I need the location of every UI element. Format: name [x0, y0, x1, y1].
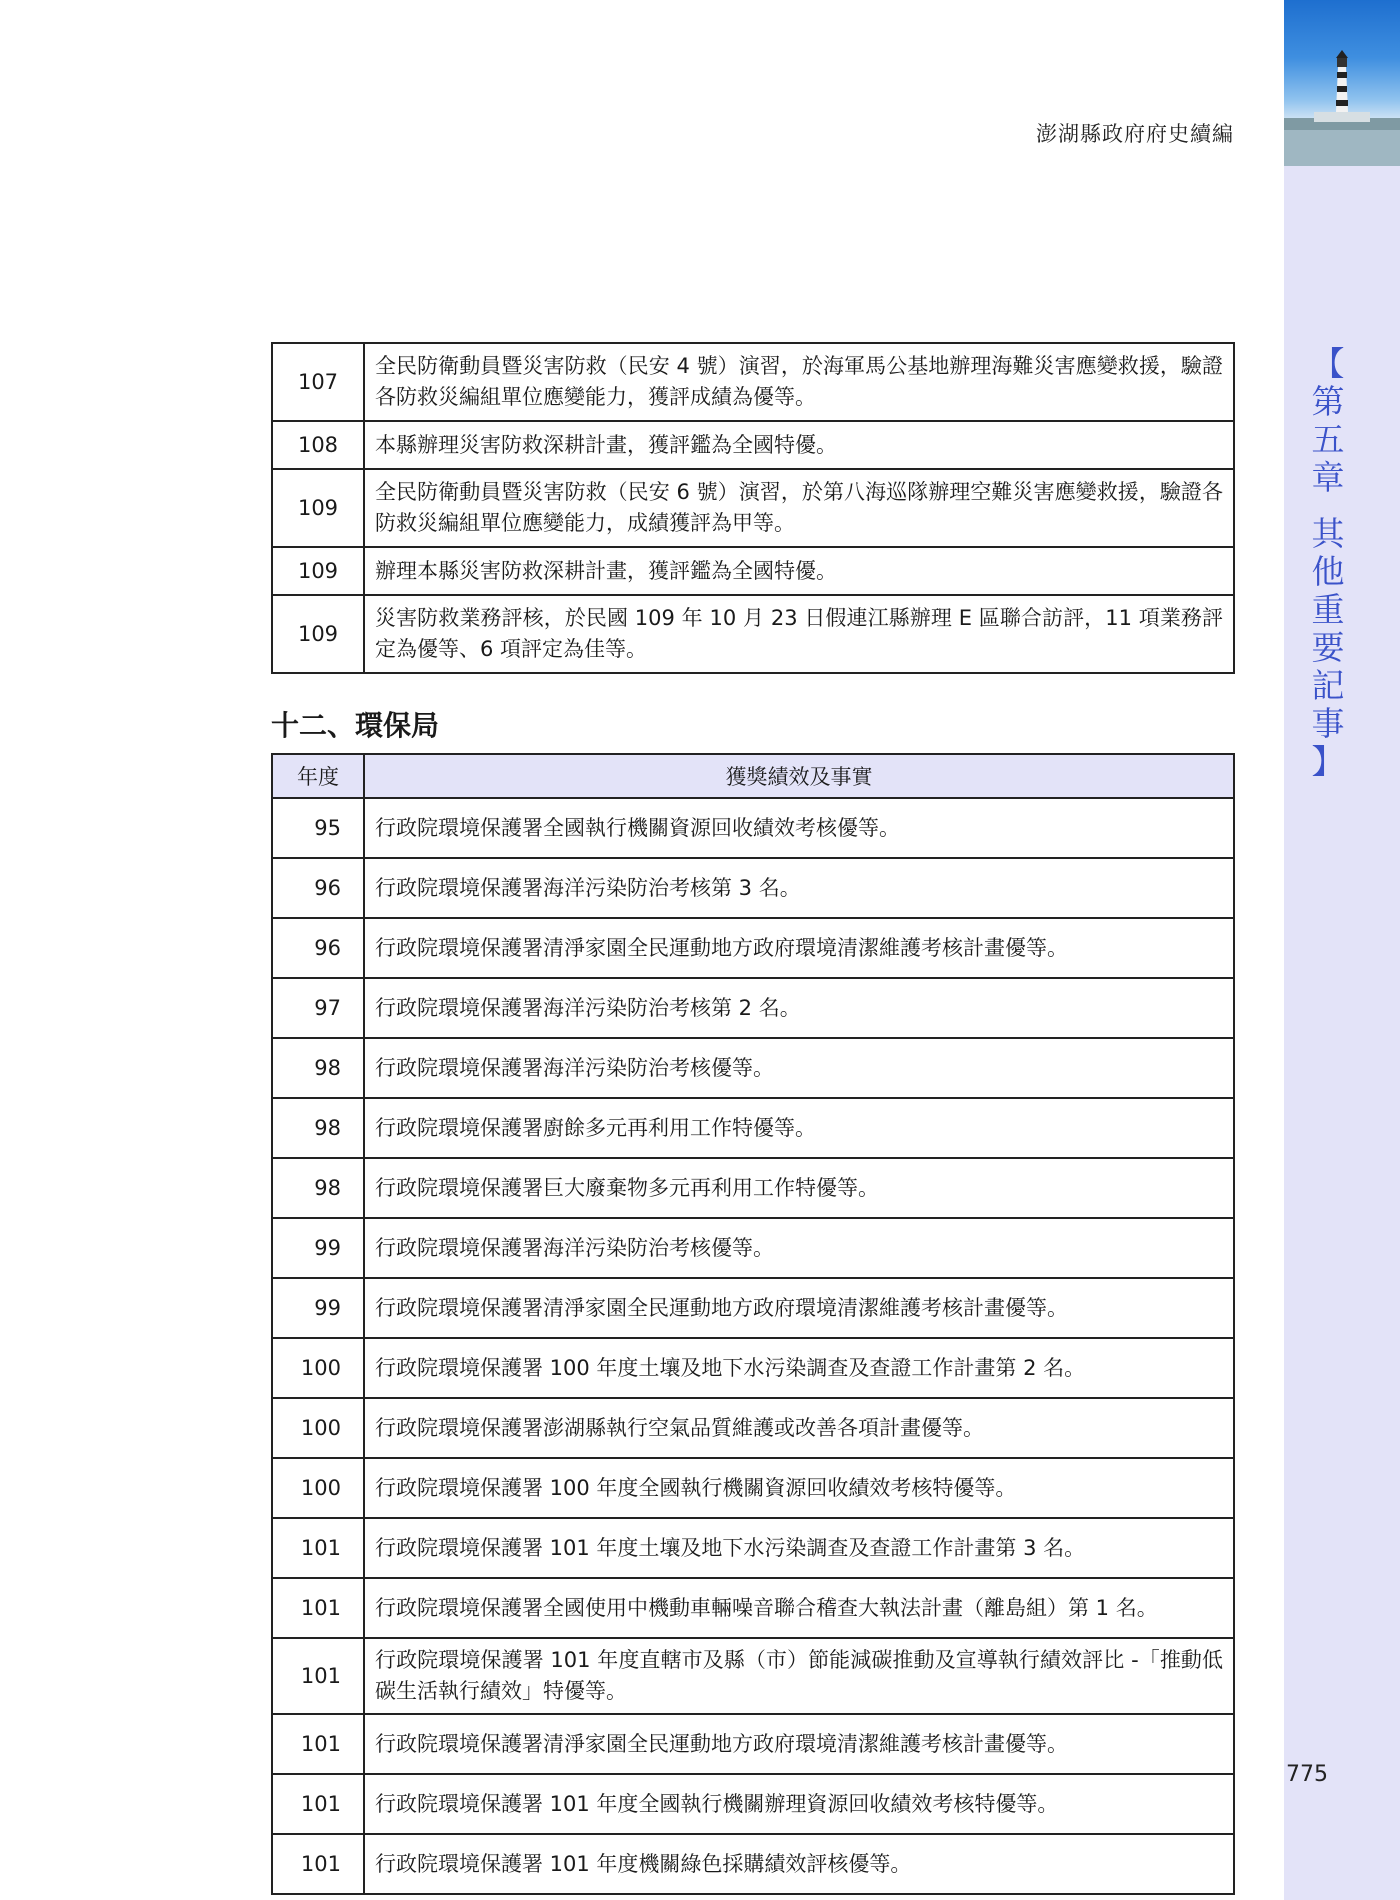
year-cell: 96 [272, 918, 364, 978]
award-text-cell: 行政院環境保護署清淨家園全民運動地方政府環境清潔維護考核計畫優等。 [364, 1278, 1234, 1338]
year-cell: 101 [272, 1578, 364, 1638]
table-row [272, 1638, 1234, 1714]
chapter-tab [1306, 345, 1350, 781]
award-text-cell: 行政院環境保護署海洋污染防治考核第 2 名。 [364, 978, 1234, 1038]
chapter-tab-char: 】 [1311, 742, 1345, 781]
table-header-row [272, 754, 1234, 798]
award-text-cell: 行政院環境保護署海洋污染防治考核優等。 [364, 1218, 1234, 1278]
table-row [272, 1218, 1234, 1278]
table-row [272, 469, 1234, 547]
table-row [272, 1398, 1234, 1458]
epb-award-table [271, 753, 1235, 1895]
award-text-cell: 行政院環境保護署清淨家園全民運動地方政府環境清潔維護考核計畫優等。 [364, 1714, 1234, 1774]
table-row [272, 1098, 1234, 1158]
year-cell: 98 [272, 1098, 364, 1158]
chapter-tab-char: 【 [1311, 344, 1345, 383]
award-text-cell: 行政院環境保護署 101 年度全國執行機關辦理資源回收績效考核特優等。 [364, 1774, 1234, 1834]
table-row [272, 1578, 1234, 1638]
table-row [272, 1038, 1234, 1098]
lighthouse-icon [1284, 0, 1400, 166]
table-row [272, 595, 1234, 673]
award-text-cell: 行政院環境保護署 101 年度土壤及地下水污染調查及查證工作計畫第 3 名。 [364, 1518, 1234, 1578]
table-row [272, 1714, 1234, 1774]
table-row [272, 1518, 1234, 1578]
chapter-tab-char: 第 [1311, 382, 1345, 421]
chapter-tab-char: 五 [1311, 420, 1345, 459]
running-header-title: 澎湖縣政府府史續編 [1036, 122, 1234, 146]
chapter-tab-char: 其 [1311, 514, 1345, 553]
year-cell: 101 [272, 1834, 364, 1894]
year-cell: 95 [272, 798, 364, 858]
table-row [272, 978, 1234, 1038]
award-text-cell: 行政院環境保護署澎湖縣執行空氣品質維護或改善各項計畫優等。 [364, 1398, 1234, 1458]
year-cell: 99 [272, 1278, 364, 1338]
table-row [272, 858, 1234, 918]
award-text-cell: 行政院環境保護署廚餘多元再利用工作特優等。 [364, 1098, 1234, 1158]
chapter-tab-char: 重 [1311, 590, 1345, 629]
year-cell: 100 [272, 1458, 364, 1518]
table-row [272, 1458, 1234, 1518]
chapter-tab-char [1306, 497, 1350, 515]
disaster-award-table [271, 342, 1235, 674]
year-cell: 108 [272, 421, 364, 469]
award-text-cell: 行政院環境保護署全國使用中機動車輛噪音聯合稽查大執法計畫（離島組）第 1 名。 [364, 1578, 1234, 1638]
table-row [272, 1278, 1234, 1338]
table-row [272, 1158, 1234, 1218]
year-cell: 98 [272, 1038, 364, 1098]
table-row [272, 547, 1234, 595]
year-cell: 101 [272, 1638, 364, 1714]
year-cell: 100 [272, 1338, 364, 1398]
award-text-cell: 行政院環境保護署 101 年度機關綠色採購績效評核優等。 [364, 1834, 1234, 1894]
award-text-cell: 行政院環境保護署 100 年度全國執行機關資源回收績效考核特優等。 [364, 1458, 1234, 1518]
year-cell: 101 [272, 1774, 364, 1834]
side-band [1284, 0, 1400, 1900]
chapter-tab-char: 他 [1311, 552, 1345, 591]
year-cell: 101 [272, 1714, 364, 1774]
table-row [272, 918, 1234, 978]
page-number: 775 [1286, 1762, 1328, 1787]
award-text-cell: 行政院環境保護署 101 年度直轄市及縣（市）節能減碳推動及宣導執行績效評比 -「推動低碳生活執行績效」特優等。 [364, 1638, 1234, 1714]
year-cell: 97 [272, 978, 364, 1038]
award-text-cell: 災害防救業務評核，於民國 109 年 10 月 23 日假連江縣辦理 E 區聯合訪評，11 項業務評定為優等、6 項評定為佳等。 [364, 595, 1234, 673]
award-text-cell: 辦理本縣災害防救深耕計畫，獲評鑑為全國特優。 [364, 547, 1234, 595]
award-text-cell: 行政院環境保護署海洋污染防治考核第 3 名。 [364, 858, 1234, 918]
table-row [272, 421, 1234, 469]
year-cell: 109 [272, 595, 364, 673]
year-cell: 109 [272, 469, 364, 547]
award-text-cell: 行政院環境保護署清淨家園全民運動地方政府環境清潔維護考核計畫優等。 [364, 918, 1234, 978]
year-cell: 109 [272, 547, 364, 595]
year-cell: 100 [272, 1398, 364, 1458]
table-row [272, 798, 1234, 858]
table-row [272, 1774, 1234, 1834]
year-cell: 96 [272, 858, 364, 918]
award-text-cell: 全民防衛動員暨災害防救（民安 6 號）演習，於第八海巡隊辦理空難災害應變救援，驗證各防救災編組單位應變能力，成績獲評為甲等。 [364, 469, 1234, 547]
section-heading: 十二、環保局 [271, 709, 440, 742]
year-column-header: 年度 [272, 754, 364, 798]
year-cell: 107 [272, 343, 364, 421]
year-cell: 98 [272, 1158, 364, 1218]
award-text-cell: 本縣辦理災害防救深耕計畫，獲評鑑為全國特優。 [364, 421, 1234, 469]
chapter-tab-char: 記 [1311, 666, 1345, 705]
award-text-cell: 全民防衛動員暨災害防救（民安 4 號）演習，於海軍馬公基地辦理海難災害應變救援，驗證各防救災編組單位應變能力，獲評成績為優等。 [364, 343, 1234, 421]
chapter-tab-char: 事 [1311, 704, 1345, 743]
table-row [272, 343, 1234, 421]
award-text-cell: 行政院環境保護署 100 年度土壤及地下水污染調查及查證工作計畫第 2 名。 [364, 1338, 1234, 1398]
award-text-cell: 行政院環境保護署巨大廢棄物多元再利用工作特優等。 [364, 1158, 1234, 1218]
chapter-tab-char: 章 [1311, 458, 1345, 497]
year-cell: 101 [272, 1518, 364, 1578]
lighthouse-photo [1284, 0, 1400, 166]
year-cell: 99 [272, 1218, 364, 1278]
chapter-tab-char: 要 [1311, 628, 1345, 667]
award-text-cell: 行政院環境保護署海洋污染防治考核優等。 [364, 1038, 1234, 1098]
table-row [272, 1834, 1234, 1894]
award-column-header: 獲獎績效及事實 [364, 754, 1234, 798]
table-row [272, 1338, 1234, 1398]
award-text-cell: 行政院環境保護署全國執行機關資源回收績效考核優等。 [364, 798, 1234, 858]
